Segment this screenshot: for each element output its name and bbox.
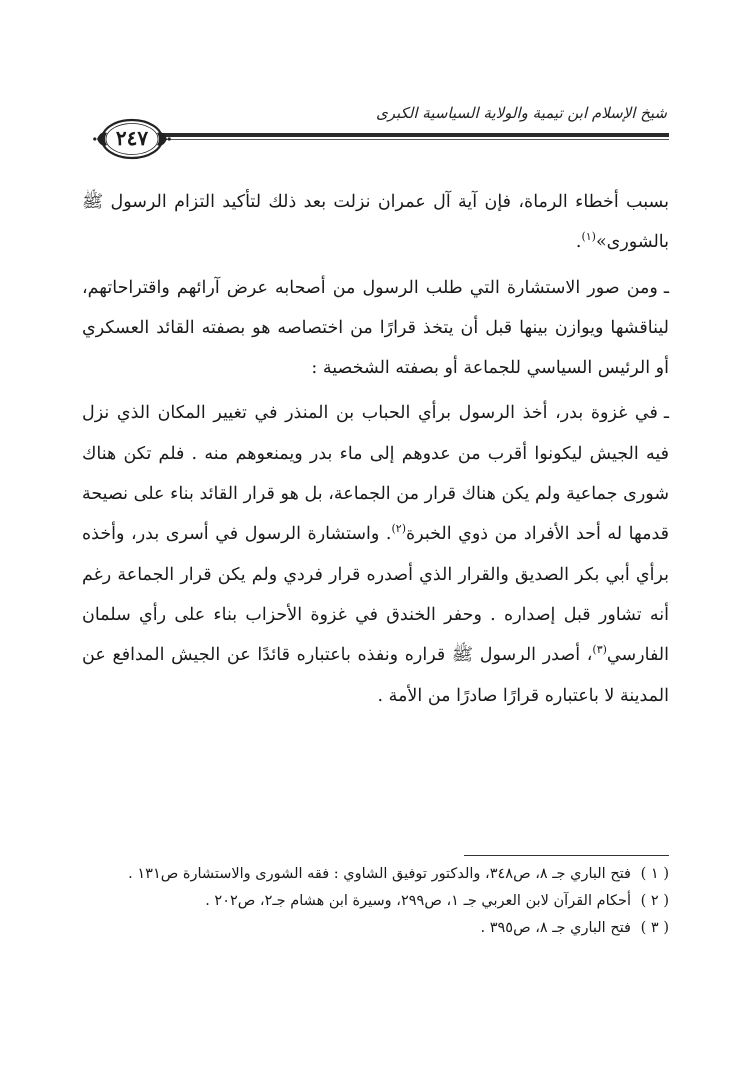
paragraph-1 — [82, 182, 669, 263]
page-number: ٢٤٧ — [115, 126, 149, 150]
bullet-dash: ـ — [663, 403, 669, 424]
footnote-text: أحكام القرآن لابن العربي جـ ١، ص٢٩٩، وسيرة ابن هشام جـ٢، ص٢٠٢ . — [205, 893, 631, 909]
footnote-number: ( ١ ) — [640, 866, 669, 882]
footnote-text: فتح الباري جـ ٨، ص٣٩٥ . — [480, 920, 631, 936]
footnote-separator — [464, 855, 669, 856]
footnote-2 — [82, 889, 669, 913]
running-title: شيخ الإسلام ابن تيمية والولاية السياسية الكبرى — [375, 104, 667, 122]
header-rule — [160, 133, 669, 142]
paragraph-1-text: بسبب أخطاء الرماة، فإن آية آل عمران نزلت بعد ذلك لتأكيد التزام الرسول ﷺ بالشورى» — [82, 192, 669, 253]
paragraph-3-end: ، أصدر الرسول ﷺ قراره ونفذه باعتباره قائدًا عن الجيش المدافع عن المدينة لا باعتباره قرارًا صادرًا من الأمة . — [82, 645, 669, 706]
footnotes — [82, 862, 669, 943]
footnote-text: فتح الباري جـ ٨، ص٣٤٨، والدكتور توفيق الشاوي : فقه الشورى والاستشارة ص١٣١ . — [128, 866, 631, 882]
body-text — [82, 182, 669, 716]
header-rule-thin — [160, 139, 669, 140]
header-rule-thick — [160, 133, 669, 137]
footnote-number: ( ٣ ) — [640, 920, 669, 936]
paragraph-3-continued: . واستشارة الرسول في أسرى بدر، وأخذه برأي أبي بكر الصديق والقرار الذي أصدره قرار فردي ولم يكن قرار الجماعة رغم أنه تشاور قبل إصداره . وحفر الخندق في غزوة الأحزاب بناء على رأي سلمان الفارسي — [82, 524, 669, 666]
paragraph-3 — [82, 393, 669, 715]
footnote-ref-1[interactable]: (١) — [581, 230, 596, 244]
footnote-number: ( ٢ ) — [640, 893, 669, 909]
page-number-badge — [93, 116, 171, 162]
footnote-ref-3[interactable]: (٣) — [592, 643, 607, 657]
paragraph-2 — [82, 268, 669, 389]
paragraph-1-end: . — [575, 232, 582, 253]
footnote-3 — [82, 916, 669, 940]
bullet-dash: ـ — [663, 277, 669, 298]
paragraph-3-text: في غزوة بدر، أخذ الرسول برأي الحباب بن المنذر في تغيير المكان الذي نزل فيه الجيش ليكونوا أقرب من عدوهم إلى ماء بدر ويمنعوهم منه . فلم تكن هناك شورى جماعية ولم يكن هناك قرار من الجماعة، بل هو قرار القائد بناء على نصيحة قدمها له أحد الأفراد من ذوي الخبرة — [82, 403, 670, 545]
footnote-1 — [82, 862, 669, 886]
footnote-ref-2[interactable]: (٢) — [391, 522, 406, 536]
paragraph-2-text: ومن صور الاستشارة التي طلب الرسول من أصحابه عرض آرائهم واقتراحاتهم، ليناقشها ويوازن بينها قبل أن يتخذ قرارًا من اختصاصه هو بصفته القائد العسكري أو الرئيس السياسي للجماعة أو بصفته الشخصية : — [82, 277, 669, 379]
